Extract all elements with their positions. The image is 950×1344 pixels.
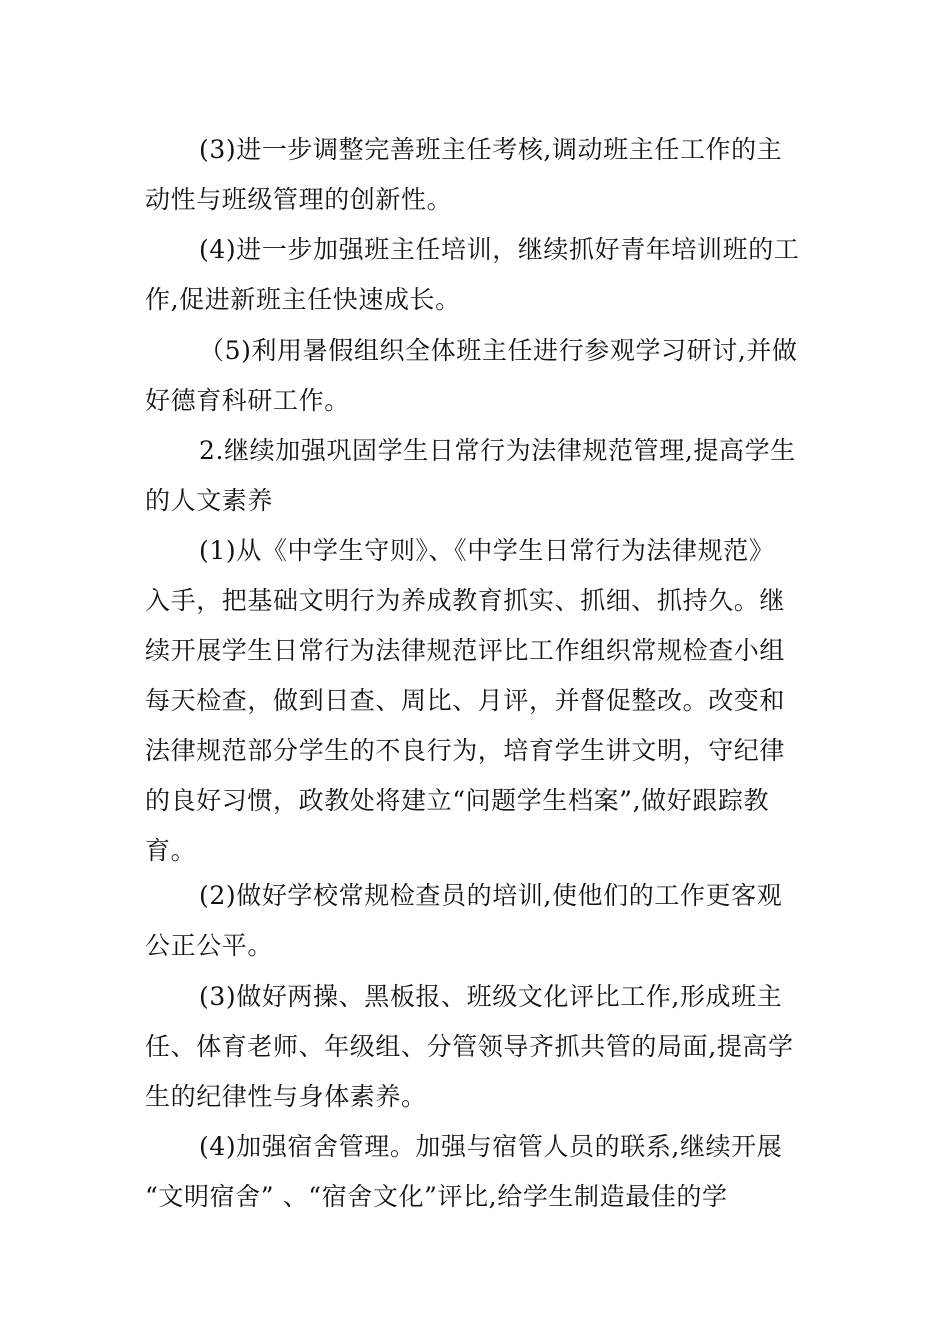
- text-line: 入手，把基础文明行为养成教育抓实、抓细、抓持久。继: [145, 586, 786, 615]
- text-line: 作,促进新班主任快速成长。: [145, 285, 461, 314]
- text-line: (3)做好两操、黑板报、班级文化评比工作,形成班主: [199, 982, 783, 1011]
- text-line: 法律规范部分学生的不良行为，培育学生讲文明，守纪律: [145, 736, 786, 765]
- text-line: 好德育科研工作。: [145, 386, 350, 415]
- text-line: (2)做好学校常规检查员的培训,使他们的工作更客观: [199, 881, 783, 910]
- text-line: 2.继续加强巩固学生日常行为法律规范管理,提高学生: [199, 436, 796, 465]
- text-line: (3)进一步调整完善班主任考核,调动班主任工作的主: [199, 135, 783, 164]
- text-line: 续开展学生日常行为法律规范评比工作组织常规检查小组: [145, 636, 786, 665]
- text-line: 生的纪律性与身体素养。: [145, 1082, 427, 1111]
- text-line: 的人文素养: [145, 486, 274, 515]
- text-line: “文明宿舍” 、“宿舍文化”评比,给学生制造最佳的学: [145, 1182, 728, 1211]
- text-line: (4)进一步加强班主任培训，继续抓好青年培训班的工: [199, 235, 800, 264]
- text-line: 动性与班级管理的创新性。: [145, 185, 453, 214]
- text-line: (4)加强宿舍管理。加强与宿管人员的联系,继续开展: [199, 1132, 783, 1161]
- text-line: 公正公平。: [145, 931, 274, 960]
- text-line: 任、体育老师、年级组、分管领导齐抓共管的局面,提高学: [145, 1032, 794, 1061]
- text-line: (1)从《中学生守则》、《中学生日常行为法律规范》: [199, 536, 775, 565]
- text-line: 的良好习惯，政教处将建立“问题学生档案”,做好跟踪教: [145, 786, 770, 815]
- text-line: 育。: [145, 836, 197, 865]
- text-line: （5)利用暑假组织全体班主任进行参观学习研讨,并做: [199, 336, 798, 365]
- text-line: 每天检查，做到日查、周比、月评，并督促整改。改变和: [145, 686, 786, 715]
